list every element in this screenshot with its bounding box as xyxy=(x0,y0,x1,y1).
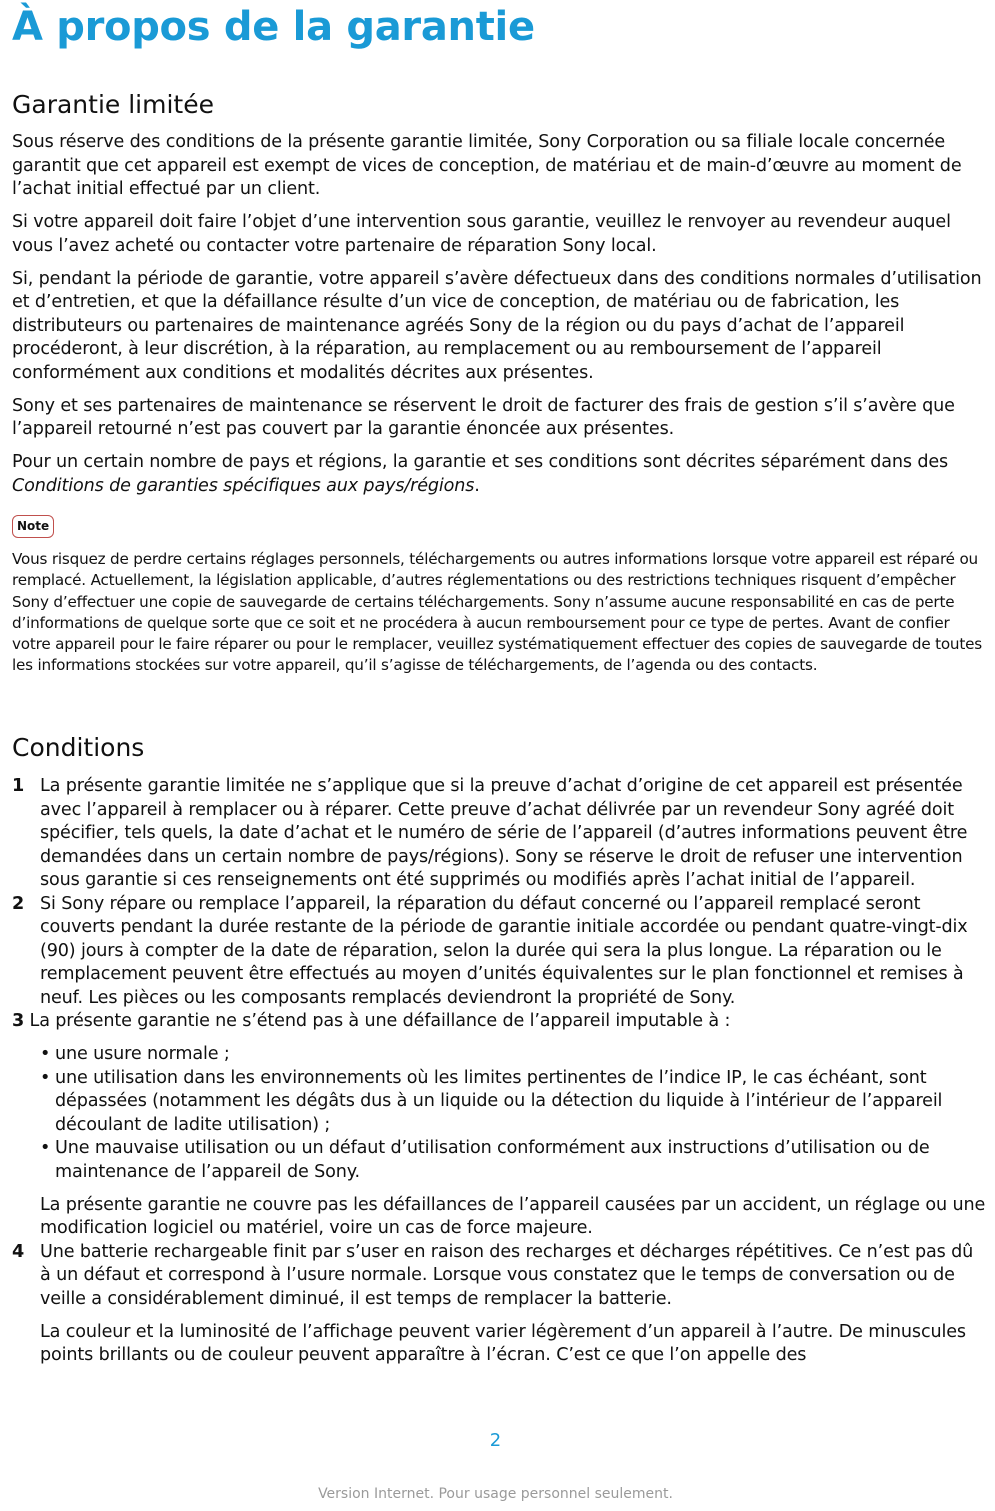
condition-text: Si Sony répare ou remplace l’appareil, la réparation du défaut concerné ou l’appareil remplacé seront couverts pendant la durée restante de la période de garantie initiale accordée ou pendant quatre-vingt-dix (90) jours à compter de la date de réparation, selon la durée qui sera la plus longue. La réparation ou le remplacement peuvent être effectués au moyen d’unités équivalentes sur le plan fonctionnel et remises à neuf. Les pièces ou les composants remplacés deviendront la propriété de Sony. xyxy=(40,893,968,1008)
condition-line xyxy=(12,1010,988,1034)
condition-item xyxy=(12,775,988,893)
condition-bullets xyxy=(12,1043,988,1184)
section-heading-conditions: Conditions xyxy=(12,733,145,762)
condition-number: 1 xyxy=(12,776,25,796)
bullet-item: • Une mauvaise utilisation ou un défaut d’utilisation conformément aux instructions d’utilisation ou de maintenance de l’appareil de Sony. xyxy=(40,1137,988,1184)
condition-text: La présente garantie limitée ne s’applique que si la preuve d’achat d’origine de cet appareil est présentée avec l’appareil à remplacer ou à réparer. Cette preuve d’achat délivrée par un revendeur Sony agréé doit spécifier, tels quels, la date d’achat et le numéro de série de l’appareil (d’autres informations peuvent être demandées dans un certain nombre de pays/régions). Sony se réserve le droit de refuser une intervention sous garantie si ces renseignements ont été supprimés ou modifiés après l’achat initial de l’appareil. xyxy=(40,776,968,890)
condition-number: 3 xyxy=(12,1011,25,1031)
page-number: 2 xyxy=(489,1430,502,1451)
paragraph: Sony et ses partenaires de maintenance se réservent le droit de facturer des frais de gestion s’il s’avère que l’appareil retourné n’est pas couvert par la garantie énoncée aux présentes. xyxy=(12,395,955,439)
paragraph xyxy=(12,451,988,498)
note-text: Vous risquez de perdre certains réglages personnels, téléchargements ou autres informations lorsque votre appareil est réparé ou remplacé. Actuellement, la législation applicable, d’autres réglementations ou des restrictions techniques risquent d’empêcher Sony d’effectuer une copie de sauvegarde de certains téléchargements. Sony n’assume aucune responsabilité en cas de perte d’informations de quelque sorte que ce soit et ne procédera à aucun remboursement pour ce type de pertes. Avant de confier votre appareil pour le faire réparer ou pour le remplacer, veuillez systématiquement effectuer des copies de sauvegarde de toutes les informations stockées sur votre appareil, qu’il s’agisse de téléchargements, de l’agenda ou des contacts. xyxy=(12,550,982,675)
paragraph-end: . xyxy=(474,475,480,496)
page-title: À propos de la garantie xyxy=(12,4,535,50)
condition-text: La présente garantie ne s’étend pas à une défaillance de l’appareil imputable à : xyxy=(29,1011,731,1031)
condition-item xyxy=(12,1010,988,1241)
bullet-item: • une utilisation dans les environnements où les limites pertinentes de l’indice IP, le cas échéant, sont dépassées (notamment les dégâts dus à un liquide ou la détection du liquide à l’intérieur de l’appareil découlant de ladite utilisation) ; xyxy=(40,1067,988,1138)
condition-item xyxy=(12,1241,988,1368)
section-body-garantie xyxy=(12,131,988,508)
paragraph-text: Pour un certain nombre de pays et régions, la garantie et ses conditions sont décrites séparément dans des xyxy=(12,452,949,472)
condition-number: 2 xyxy=(12,893,25,914)
paragraph: Si, pendant la période de garantie, votre appareil s’avère défectueux dans des conditions normales d’utilisation et d’entretien, et que la défaillance résulte d’un vice de conception, de matériau ou de fabrication, les distributeurs ou partenaires de maintenance agréés Sony de la région ou du pays d’achat de l’appareil procéderont, à leur discrétion, à la réparation, au remplacement ou au remboursement de l’appareil conformément aux conditions et modalités décrites aux présentes. xyxy=(12,268,982,383)
footer-text: Version Internet. Pour usage personnel seulement. xyxy=(318,1486,673,1502)
condition-item xyxy=(12,893,988,1011)
condition-followup: La couleur et la luminosité de l’affichage peuvent varier légèrement d’un appareil à l’autre. De minuscules points brillants ou de couleur peuvent apparaître à l’écran. C’est ce que l’on appelle des xyxy=(40,1321,966,1365)
condition-number: 4 xyxy=(12,1241,25,1262)
bullet-item: • une usure normale ; xyxy=(40,1043,988,1067)
paragraph: Sous réserve des conditions de la présente garantie limitée, Sony Corporation ou sa filiale locale concernée garantit que cet appareil est exempt de vices de conception, de matériau et de main-d’œuvre au moment de l’achat initial effectué par un client. xyxy=(12,132,962,199)
condition-text: Une batterie rechargeable finit par s’user en raison des recharges et décharges répétitives. Ce n’est pas dû à un défaut et correspond à l’usure normale. Lorsque vous constatez que le temps de conversation ou de veille a considérablement diminué, il est temps de remplacer la batterie. xyxy=(40,1241,974,1309)
paragraph: Si votre appareil doit faire l’objet d’une intervention sous garantie, veuillez le renvoyer au revendeur auquel vous l’avez acheté ou contacter votre partenaire de réparation Sony local. xyxy=(12,212,951,256)
condition-followup: La présente garantie ne couvre pas les défaillances de l’appareil causées par un accident, un réglage ou une modification logiciel ou matériel, voire un cas de force majeure. xyxy=(40,1194,986,1238)
section-heading-garantie: Garantie limitée xyxy=(12,90,214,119)
country-conditions-reference: Conditions de garanties spécifiques aux pays/régions xyxy=(12,475,475,496)
note-label: Note xyxy=(12,515,54,538)
conditions-list xyxy=(12,775,988,1368)
